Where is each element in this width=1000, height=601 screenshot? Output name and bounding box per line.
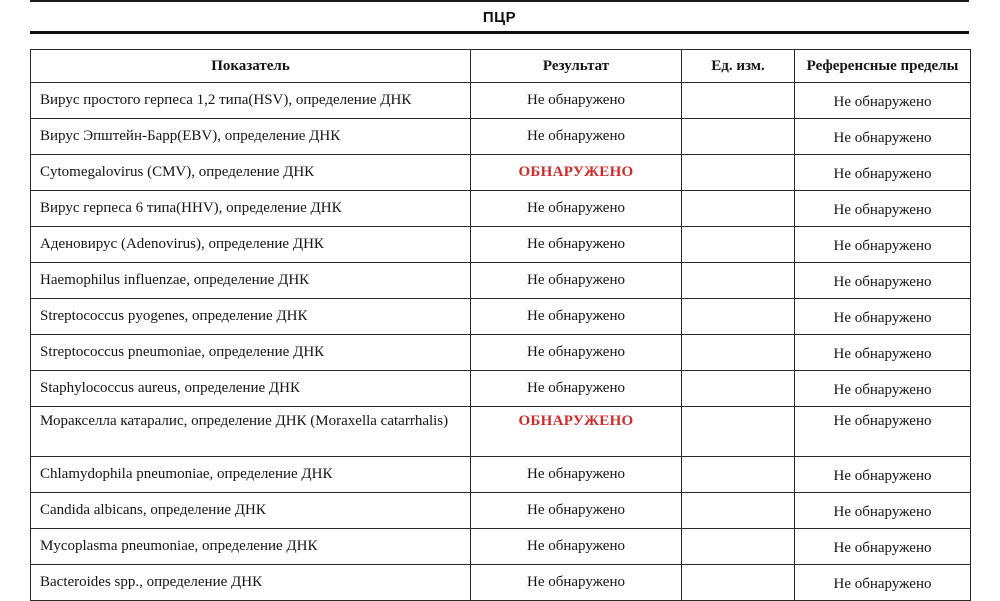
reference-cell: Не обнаружено <box>795 299 971 335</box>
result-cell: Не обнаружено <box>471 83 682 119</box>
reference-cell: Не обнаружено <box>795 493 971 529</box>
table-row <box>31 457 971 493</box>
header-indicator: Показатель <box>31 50 471 83</box>
table-row <box>31 371 971 407</box>
indicator-cell: Вирус простого герпеса 1,2 типа(HSV), определение ДНК <box>31 83 471 119</box>
unit-cell <box>682 529 795 565</box>
table-row <box>31 191 971 227</box>
indicator-cell: Bacteroides spp., определение ДНК <box>31 565 471 601</box>
table-row <box>31 263 971 299</box>
reference-cell: Не обнаружено <box>795 335 971 371</box>
top-rule <box>30 0 969 2</box>
result-cell-detected: ОБНАРУЖЕНО <box>471 407 682 457</box>
reference-cell: Не обнаружено <box>795 227 971 263</box>
unit-cell <box>682 493 795 529</box>
truncated-footer-text <box>30 565 970 581</box>
indicator-cell: Staphylococcus aureus, определение ДНК <box>31 371 471 407</box>
result-cell: Не обнаружено <box>471 191 682 227</box>
indicator-cell: Streptococcus pneumoniae, определение ДНК <box>31 335 471 371</box>
table-row <box>31 155 971 191</box>
result-cell: Не обнаружено <box>471 371 682 407</box>
indicator-cell: Mycoplasma pneumoniae, определение ДНК <box>31 529 471 565</box>
table-row <box>31 407 971 457</box>
reference-cell: Не обнаружено <box>795 191 971 227</box>
reference-cell: Не обнаружено <box>795 529 971 565</box>
indicator-cell: Вирус Эпштейн-Барр(EBV), определение ДНК <box>31 119 471 155</box>
header-reference: Референсные пределы <box>795 50 971 83</box>
reference-cell: Не обнаружено <box>795 155 971 191</box>
section-title: ПЦР <box>482 9 517 26</box>
reference-cell: Не обнаружено <box>795 119 971 155</box>
result-cell-detected: ОБНАРУЖЕНО <box>471 155 682 191</box>
indicator-cell: Моракселла катаралис, определение ДНК (Moraxella catarrhalis) <box>31 407 471 457</box>
unit-cell <box>682 119 795 155</box>
indicator-cell: Streptococcus pyogenes, определение ДНК <box>31 299 471 335</box>
result-cell: Не обнаружено <box>471 299 682 335</box>
unit-cell <box>682 83 795 119</box>
reference-cell: Не обнаружено <box>795 407 971 457</box>
unit-cell <box>682 227 795 263</box>
unit-cell <box>682 263 795 299</box>
header-unit: Ед. изм. <box>682 50 795 83</box>
result-cell: Не обнаружено <box>471 493 682 529</box>
header-result: Результат <box>471 50 682 83</box>
table-row <box>31 529 971 565</box>
title-rule <box>30 31 969 34</box>
reference-cell: Не обнаружено <box>795 565 971 601</box>
unit-cell <box>682 191 795 227</box>
indicator-cell: Вирус герпеса 6 типа(HHV), определение ДНК <box>31 191 471 227</box>
result-cell: Не обнаружено <box>471 263 682 299</box>
reference-cell: Не обнаружено <box>795 83 971 119</box>
result-cell: Не обнаружено <box>471 227 682 263</box>
result-cell: Не обнаружено <box>471 457 682 493</box>
table-header-row <box>31 50 971 83</box>
unit-cell <box>682 457 795 493</box>
indicator-cell: Аденовирус (Adenovirus), определение ДНК <box>31 227 471 263</box>
indicator-cell: Haemophilus influenzae, определение ДНК <box>31 263 471 299</box>
result-cell: Не обнаружено <box>471 119 682 155</box>
result-cell: Не обнаружено <box>471 529 682 565</box>
reference-cell: Не обнаружено <box>795 371 971 407</box>
pcr-results-table <box>30 49 971 601</box>
indicator-cell: Cytomegalovirus (CMV), определение ДНК <box>31 155 471 191</box>
unit-cell <box>682 155 795 191</box>
result-cell: Не обнаружено <box>471 335 682 371</box>
indicator-cell: Candida albicans, определение ДНК <box>31 493 471 529</box>
table-row <box>31 83 971 119</box>
unit-cell <box>682 299 795 335</box>
table-row <box>31 493 971 529</box>
table-row <box>31 227 971 263</box>
unit-cell <box>682 371 795 407</box>
table-row <box>31 299 971 335</box>
reference-cell: Не обнаружено <box>795 457 971 493</box>
table-row <box>31 119 971 155</box>
table-row <box>31 335 971 371</box>
result-cell: Не обнаружено <box>471 565 682 601</box>
unit-cell <box>682 407 795 457</box>
reference-cell: Не обнаружено <box>795 263 971 299</box>
unit-cell <box>682 335 795 371</box>
indicator-cell: Chlamydophila pneumoniae, определение ДНК <box>31 457 471 493</box>
